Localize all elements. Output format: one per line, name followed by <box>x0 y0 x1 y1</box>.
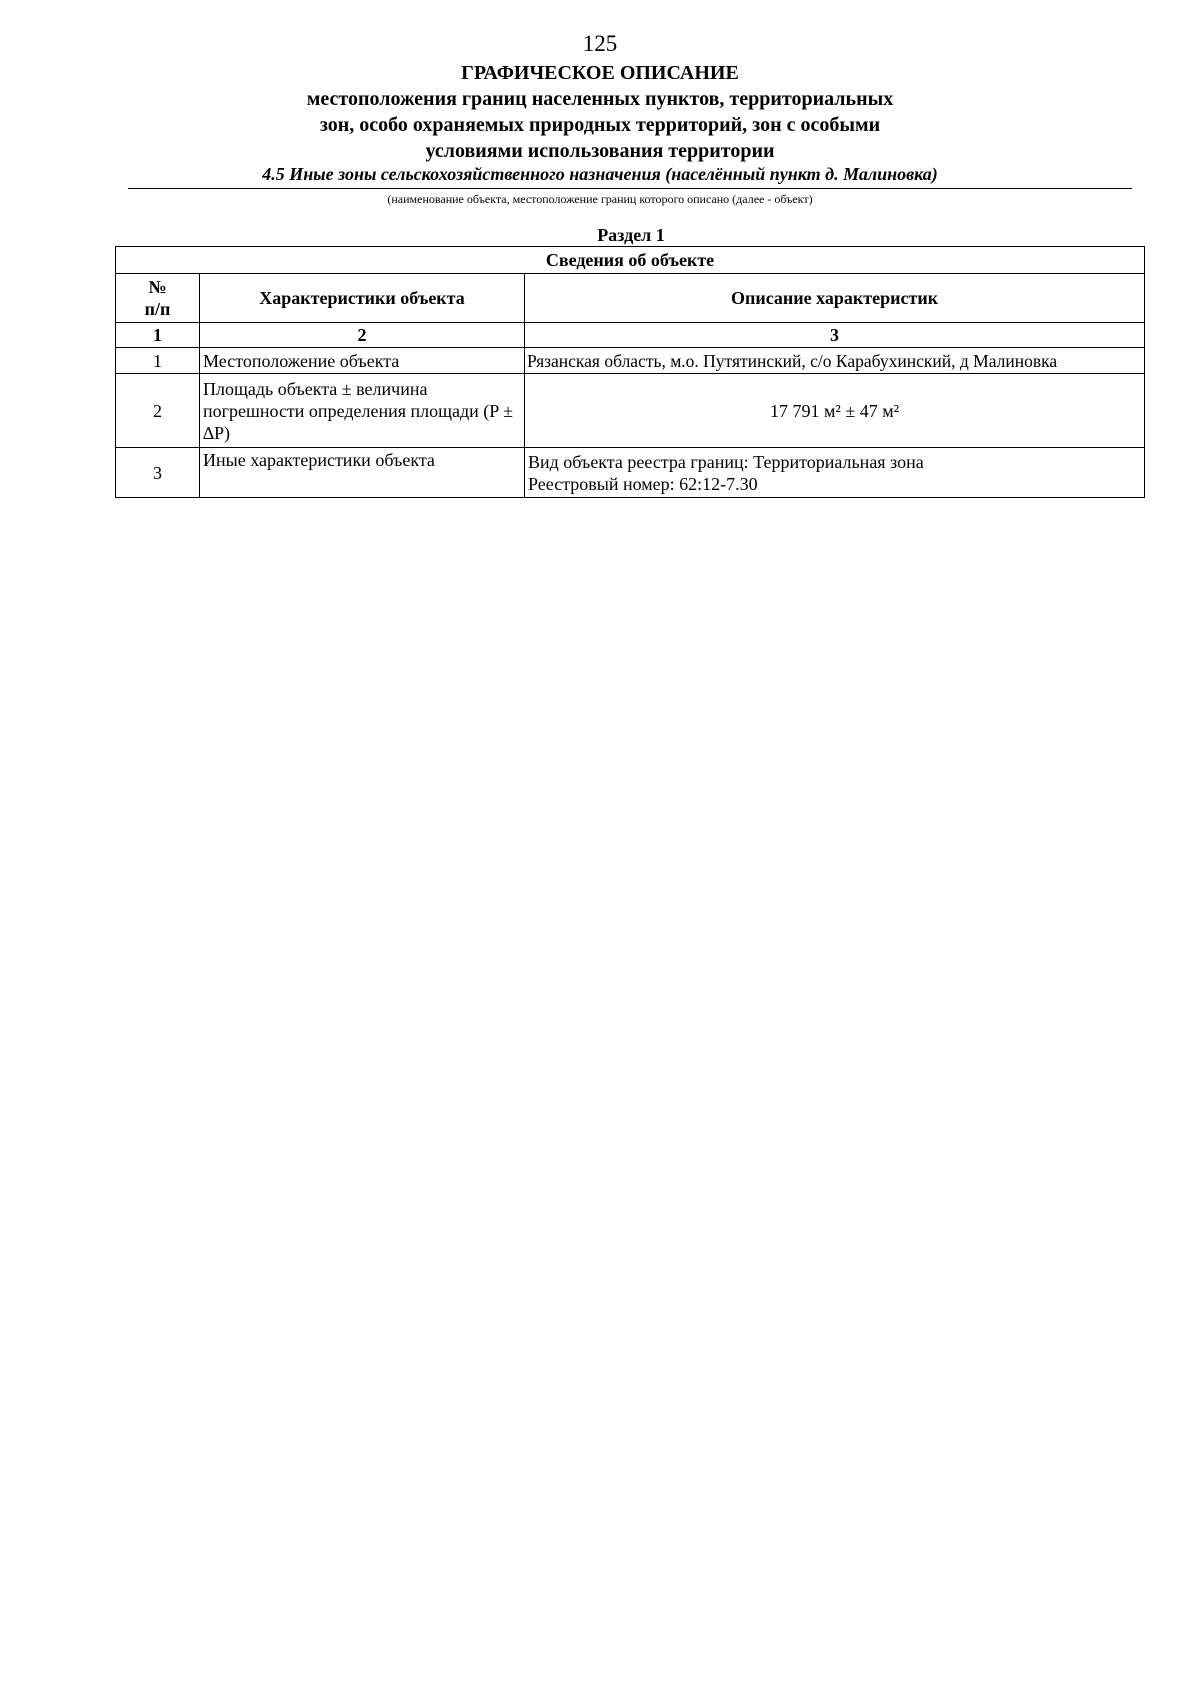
underline-rule <box>128 188 1132 189</box>
object-info-table <box>115 246 1145 498</box>
table-caption: Сведения об объекте <box>116 247 1145 274</box>
row-number: 1 <box>116 348 200 374</box>
title-line: зон, особо охраняемых природных территорий, зон с особыми <box>319 114 881 136</box>
column-number-row <box>116 323 1145 348</box>
header-characteristic: Характеристики объекта <box>200 274 525 323</box>
column-number: 1 <box>116 323 200 348</box>
table-caption-row <box>116 247 1145 274</box>
header-description: Описание характеристик <box>525 274 1145 323</box>
table-row <box>116 374 1145 448</box>
row-characteristic: Площадь объекта ± величина погрешности определения площади (P ± ∆P) <box>200 374 525 448</box>
row-number: 3 <box>116 448 200 498</box>
table-row <box>116 348 1145 374</box>
title-line: местоположения границ населенных пунктов, территориальных <box>306 88 894 110</box>
table-row <box>116 448 1145 498</box>
section-title: Раздел 1 <box>597 225 665 245</box>
row-description: 17 791 м² ± 47 м² <box>525 374 1145 448</box>
row-characteristic: Местоположение объекта <box>200 348 525 374</box>
object-caption: (наименование объекта, местоположение границ которого описано (далее - объект) <box>387 192 813 206</box>
table-header-row <box>116 274 1145 323</box>
column-number: 3 <box>525 323 1145 348</box>
page-number: 125 <box>582 31 618 56</box>
row-description: Вид объекта реестра границ: Территориальная зона Реестровый номер: 62:12-7.30 <box>525 448 1145 498</box>
row-number: 2 <box>116 374 200 448</box>
row-description: Рязанская область, м.о. Путятинский, с/о Карабухинский, д Малиновка <box>525 348 1145 374</box>
title-line: условиями использования территории <box>425 140 775 162</box>
document-title <box>0 60 1200 164</box>
column-number: 2 <box>200 323 525 348</box>
row-characteristic: Иные характеристики объекта <box>200 448 525 498</box>
object-name: 4.5 Иные зоны сельскохозяйственного назначения (населённый пункт д. Малиновка) <box>262 164 938 184</box>
title-line: ГРАФИЧЕСКОЕ ОПИСАНИЕ <box>461 62 739 84</box>
header-number: № п/п <box>116 274 200 323</box>
